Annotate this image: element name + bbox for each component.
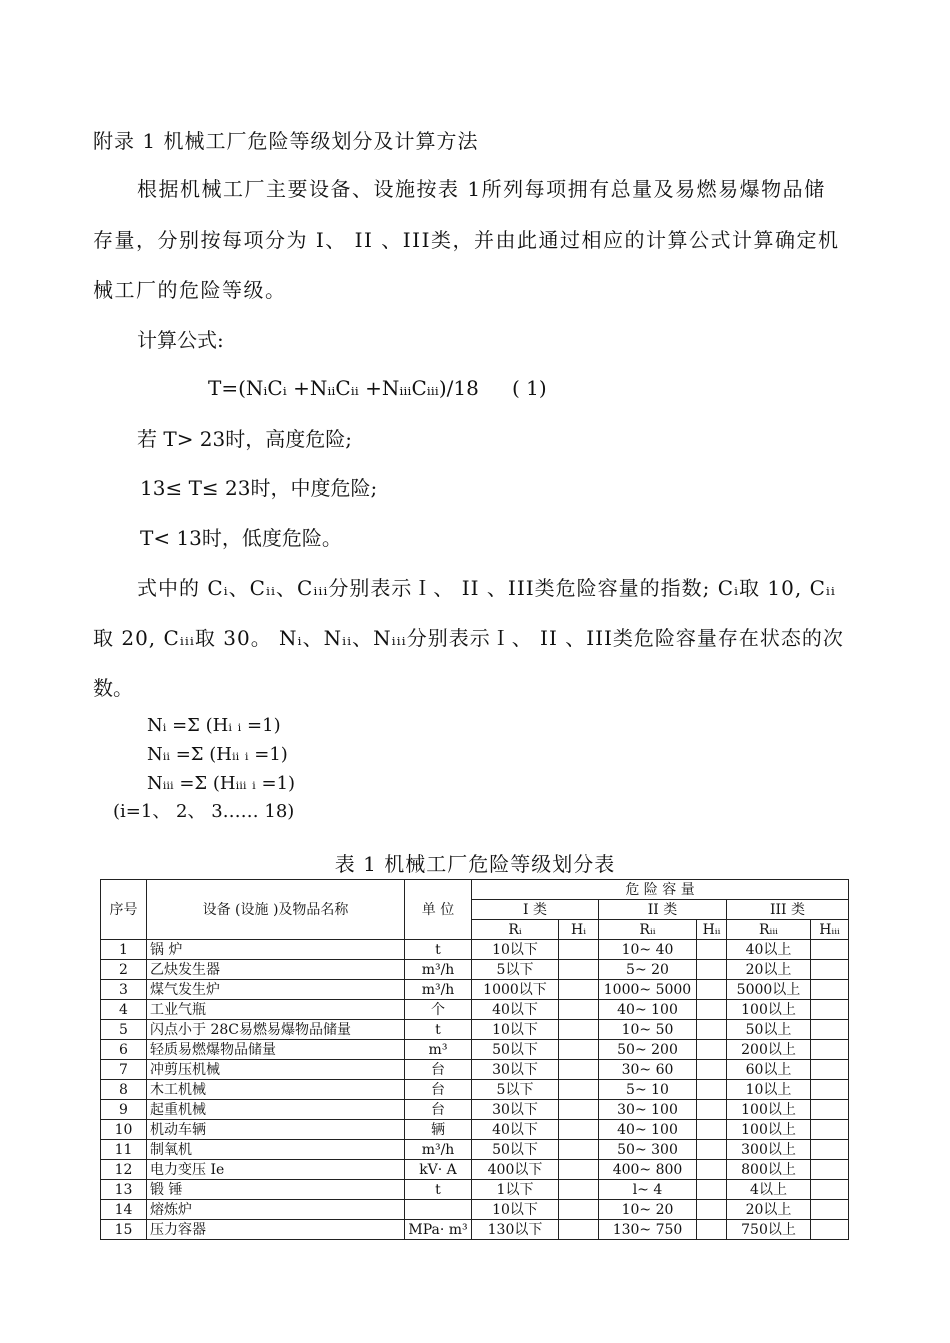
cell-r1: 400以下 xyxy=(472,1160,559,1180)
cell-name: 乙炔发生器 xyxy=(147,960,405,980)
cell-name: 工业气瓶 xyxy=(147,1000,405,1020)
table-title: 表 1 机械工厂危险等级划分表 xyxy=(334,852,616,876)
cell-no: 8 xyxy=(101,1080,147,1100)
cell-unit: kV· A xyxy=(405,1160,472,1180)
sum-n2: Nᵢᵢ =Σ (Hᵢᵢ ᵢ =1) xyxy=(147,744,288,765)
cell-name: 压力容器 xyxy=(147,1220,405,1240)
page-title: 附录 1 机械工厂危险等级划分及计算方法 xyxy=(93,129,479,153)
cell-h1 xyxy=(559,1100,599,1120)
formula: T=(NᵢCᵢ +NᵢᵢCᵢᵢ +NᵢᵢᵢCᵢᵢᵢ)/18 xyxy=(208,376,479,400)
explanation-line-2: 取 20, Cᵢᵢᵢ取 30。 Nᵢ、Nᵢᵢ、Nᵢᵢᵢ分别表示Ｉ、 II 、III类危险容量存在状态的次 xyxy=(93,626,844,650)
table-row xyxy=(101,1120,849,1140)
cell-h1 xyxy=(559,1220,599,1240)
cell-name: 熔炼炉 xyxy=(147,1200,405,1220)
table-row xyxy=(101,960,849,980)
table-row xyxy=(101,940,849,960)
cell-h3 xyxy=(811,1060,849,1080)
cell-r3: 300以上 xyxy=(727,1140,811,1160)
cell-h2 xyxy=(697,1220,727,1240)
cell-h3 xyxy=(811,1120,849,1140)
cell-h2 xyxy=(697,1120,727,1140)
cell-unit: m³/h xyxy=(405,980,472,1000)
cell-no: 6 xyxy=(101,1040,147,1060)
cell-h1 xyxy=(559,1040,599,1060)
cell-no: 7 xyxy=(101,1060,147,1080)
cell-unit: 台 xyxy=(405,1100,472,1120)
cell-h2 xyxy=(697,1020,727,1040)
cell-unit: t xyxy=(405,940,472,960)
cell-r3: 800以上 xyxy=(727,1160,811,1180)
formula-number: ( 1) xyxy=(512,376,547,400)
cell-h1 xyxy=(559,1060,599,1080)
cell-no: 5 xyxy=(101,1020,147,1040)
cell-r2: 400~ 800 xyxy=(599,1160,697,1180)
table-row xyxy=(101,980,849,1000)
cell-name: 煤气发生炉 xyxy=(147,980,405,1000)
cell-name: 起重机械 xyxy=(147,1100,405,1120)
cell-unit: MPa· m³ xyxy=(405,1220,472,1240)
cell-r3: 750以上 xyxy=(727,1220,811,1240)
cell-r3: 20以上 xyxy=(727,960,811,980)
cell-r2: 30~ 100 xyxy=(599,1100,697,1120)
cell-r1: 1以下 xyxy=(472,1180,559,1200)
cell-no: 11 xyxy=(101,1140,147,1160)
header-unit: 单 位 xyxy=(405,880,472,940)
table-body xyxy=(101,940,849,1240)
table-row xyxy=(101,1080,849,1100)
header-class-2: II 类 xyxy=(599,900,727,920)
header-class-3: III 类 xyxy=(727,900,849,920)
cell-h3 xyxy=(811,960,849,980)
cell-unit: 个 xyxy=(405,1000,472,1020)
cell-r1: 30以下 xyxy=(472,1060,559,1080)
cell-h3 xyxy=(811,1220,849,1240)
cell-h1 xyxy=(559,1180,599,1200)
cell-h3 xyxy=(811,940,849,960)
cell-h1 xyxy=(559,940,599,960)
cell-r2: 5~ 20 xyxy=(599,960,697,980)
header-class-1: I 类 xyxy=(472,900,599,920)
cell-h3 xyxy=(811,1200,849,1220)
table-row xyxy=(101,1160,849,1180)
cell-no: 12 xyxy=(101,1160,147,1180)
cell-name: 冲剪压机械 xyxy=(147,1060,405,1080)
cell-h3 xyxy=(811,1180,849,1200)
cell-r1: 40以下 xyxy=(472,1000,559,1020)
cell-h2 xyxy=(697,940,727,960)
header-capacity: 危 险 容 量 xyxy=(472,880,849,900)
sum-index-range: (i=1、 2、 3…… 18) xyxy=(113,801,295,822)
cell-h1 xyxy=(559,1160,599,1180)
header-r2: Rᵢᵢ xyxy=(599,920,697,940)
cell-no: 15 xyxy=(101,1220,147,1240)
cell-h2 xyxy=(697,1180,727,1200)
cell-r2: l~ 4 xyxy=(599,1180,697,1200)
cell-name: 机动车辆 xyxy=(147,1120,405,1140)
cell-r2: 30~ 60 xyxy=(599,1060,697,1080)
intro-line-2: 存量，分别按每项分为 I、 II 、III类，并由此通过相应的计算公式计算确定机 xyxy=(93,228,840,252)
cell-r3: 4以上 xyxy=(727,1180,811,1200)
header-r1: Rᵢ xyxy=(472,920,559,940)
table-row xyxy=(101,1200,849,1220)
cell-no: 3 xyxy=(101,980,147,1000)
condition-low: T< 13时，低度危险。 xyxy=(140,526,342,550)
cell-no: 10 xyxy=(101,1120,147,1140)
cell-no: 4 xyxy=(101,1000,147,1020)
cell-r1: 50以下 xyxy=(472,1140,559,1160)
cell-h3 xyxy=(811,1100,849,1120)
cell-h2 xyxy=(697,980,727,1000)
cell-unit: 台 xyxy=(405,1080,472,1100)
cell-h3 xyxy=(811,1080,849,1100)
cell-no: 1 xyxy=(101,940,147,960)
cell-unit: m³ xyxy=(405,1040,472,1060)
cell-r3: 50以上 xyxy=(727,1020,811,1040)
cell-h1 xyxy=(559,1120,599,1140)
cell-r3: 100以上 xyxy=(727,1000,811,1020)
table-row xyxy=(101,1220,849,1240)
cell-h1 xyxy=(559,1020,599,1040)
header-r3: Rᵢᵢᵢ xyxy=(727,920,811,940)
header-no: 序号 xyxy=(101,880,147,940)
hazard-table xyxy=(100,879,849,1240)
cell-r1: 130以下 xyxy=(472,1220,559,1240)
cell-r3: 200以上 xyxy=(727,1040,811,1060)
header-h2: Hᵢᵢ xyxy=(697,920,727,940)
cell-r1: 30以下 xyxy=(472,1100,559,1120)
cell-no: 2 xyxy=(101,960,147,980)
header-name: 设备 (设施 )及物品名称 xyxy=(147,880,405,940)
cell-unit: 台 xyxy=(405,1060,472,1080)
cell-r2: 40~ 100 xyxy=(599,1120,697,1140)
table-row xyxy=(101,1040,849,1060)
cell-r2: 10~ 20 xyxy=(599,1200,697,1220)
cell-r3: 20以上 xyxy=(727,1200,811,1220)
cell-h2 xyxy=(697,1140,727,1160)
cell-h3 xyxy=(811,1040,849,1060)
cell-h2 xyxy=(697,1160,727,1180)
sum-n1: Nᵢ =Σ (Hᵢ ᵢ =1) xyxy=(147,715,281,736)
intro-line-1: 根据机械工厂主要设备、设施按表 1所列每项拥有总量及易燃易爆物品储 xyxy=(137,177,826,201)
cell-h3 xyxy=(811,980,849,1000)
cell-unit xyxy=(405,1200,472,1220)
table-row xyxy=(101,1180,849,1200)
header-h3: Hᵢᵢᵢ xyxy=(811,920,849,940)
cell-no: 9 xyxy=(101,1100,147,1120)
cell-r2: 50~ 200 xyxy=(599,1040,697,1060)
cell-h2 xyxy=(697,1000,727,1020)
cell-name: 闪点小于 28C易燃易爆物品储量 xyxy=(147,1020,405,1040)
intro-line-3: 械工厂的危险等级。 xyxy=(93,278,287,302)
cell-h1 xyxy=(559,1140,599,1160)
cell-unit: m³/h xyxy=(405,1140,472,1160)
cell-r3: 5000以上 xyxy=(727,980,811,1000)
table-row xyxy=(101,1000,849,1020)
cell-r1: 10以下 xyxy=(472,940,559,960)
cell-r1: 10以下 xyxy=(472,1200,559,1220)
cell-r1: 5以下 xyxy=(472,960,559,980)
sum-n3: Nᵢᵢᵢ =Σ (Hᵢᵢᵢ ᵢ =1) xyxy=(147,773,296,794)
cell-name: 轻质易燃爆物品储量 xyxy=(147,1040,405,1060)
table-row xyxy=(101,1060,849,1080)
cell-h1 xyxy=(559,960,599,980)
cell-h2 xyxy=(697,1100,727,1120)
explanation-line-1: 式中的 Cᵢ、Cᵢᵢ、Cᵢᵢᵢ分别表示Ｉ、 II 、III类危险容量的指数; Cᵢ取 10, Cᵢᵢ xyxy=(137,576,836,600)
cell-h2 xyxy=(697,1060,727,1080)
condition-medium: 13≤ T≤ 23时，中度危险; xyxy=(140,476,378,500)
cell-h1 xyxy=(559,1200,599,1220)
cell-name: 木工机械 xyxy=(147,1080,405,1100)
cell-h2 xyxy=(697,1040,727,1060)
cell-r1: 5以下 xyxy=(472,1080,559,1100)
cell-r1: 50以下 xyxy=(472,1040,559,1060)
cell-r2: 10~ 50 xyxy=(599,1020,697,1040)
cell-unit: t xyxy=(405,1020,472,1040)
cell-r2: 5~ 10 xyxy=(599,1080,697,1100)
condition-high: 若 T> 23时，高度危险; xyxy=(137,427,352,451)
cell-h2 xyxy=(697,1200,727,1220)
cell-h2 xyxy=(697,1080,727,1100)
header-h1: Hᵢ xyxy=(559,920,599,940)
cell-unit: m³/h xyxy=(405,960,472,980)
cell-name: 制氧机 xyxy=(147,1140,405,1160)
cell-h3 xyxy=(811,1000,849,1020)
cell-unit: t xyxy=(405,1180,472,1200)
cell-r2: 130~ 750 xyxy=(599,1220,697,1240)
cell-r3: 100以上 xyxy=(727,1100,811,1120)
cell-h3 xyxy=(811,1160,849,1180)
table-row xyxy=(101,1100,849,1120)
cell-h3 xyxy=(811,1140,849,1160)
cell-no: 13 xyxy=(101,1180,147,1200)
cell-r3: 100以上 xyxy=(727,1120,811,1140)
cell-no: 14 xyxy=(101,1200,147,1220)
cell-r3: 40以上 xyxy=(727,940,811,960)
cell-name: 锻 锤 xyxy=(147,1180,405,1200)
cell-h1 xyxy=(559,1080,599,1100)
table-row xyxy=(101,1020,849,1040)
cell-r2: 1000~ 5000 xyxy=(599,980,697,1000)
cell-r1: 1000以下 xyxy=(472,980,559,1000)
cell-r1: 40以下 xyxy=(472,1120,559,1140)
cell-unit: 辆 xyxy=(405,1120,472,1140)
cell-r2: 10~ 40 xyxy=(599,940,697,960)
cell-r3: 10以上 xyxy=(727,1080,811,1100)
cell-h1 xyxy=(559,980,599,1000)
cell-r1: 10以下 xyxy=(472,1020,559,1040)
cell-r2: 40~ 100 xyxy=(599,1000,697,1020)
cell-name: 锅 炉 xyxy=(147,940,405,960)
cell-r2: 50~ 300 xyxy=(599,1140,697,1160)
table-row xyxy=(101,1140,849,1160)
cell-h2 xyxy=(697,960,727,980)
explanation-line-3: 数。 xyxy=(93,676,133,700)
formula-heading: 计算公式: xyxy=(137,328,224,352)
cell-r3: 60以上 xyxy=(727,1060,811,1080)
cell-h1 xyxy=(559,1000,599,1020)
cell-h3 xyxy=(811,1020,849,1040)
cell-name: 电力变压 Ie xyxy=(147,1160,405,1180)
